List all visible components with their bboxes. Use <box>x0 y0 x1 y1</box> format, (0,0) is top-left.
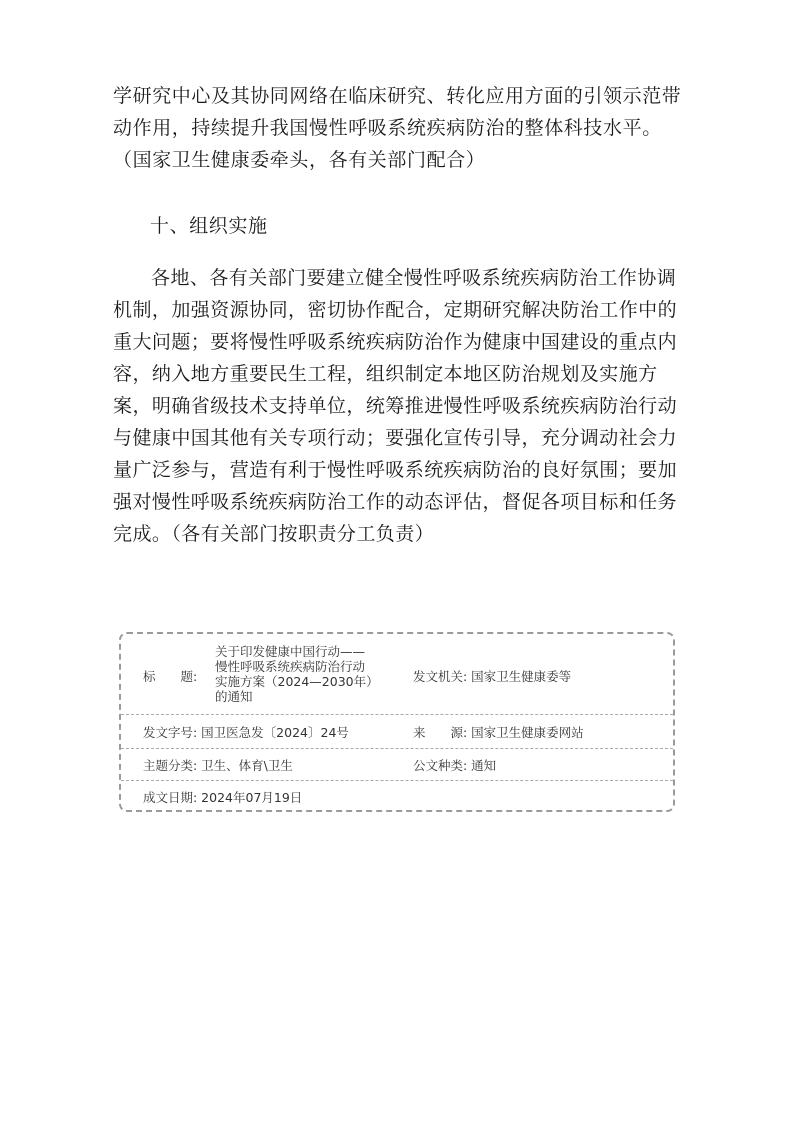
issuer-field: 发文机关: 国家卫生健康委等 <box>413 669 572 684</box>
title-line: 实施方案（2024—2030年） <box>215 674 379 689</box>
section-heading: 十、组织实施 <box>150 215 268 237</box>
text-line: 量广泛参与，营造有利于慢性呼吸系统疾病防治的良好氛围；要加 <box>113 459 678 481</box>
text-line: 重大问题；要将慢性呼吸系统疾病防治作为健康中国建设的重点内 <box>113 331 678 353</box>
date-field: 成文日期: 2024年07月19日 <box>143 790 303 805</box>
doc-type-field: 公文种类: 通知 <box>413 758 497 773</box>
source-field: 来 源: 国家卫生健康委网站 <box>413 725 584 740</box>
text-line: 案，明确省级技术支持单位，统筹推进慢性呼吸系统疾病防治行动 <box>113 395 678 417</box>
document-info-box <box>119 632 675 812</box>
text-line: 机制，加强资源协同，密切协作配合，定期研究解决防治工作中的 <box>113 299 678 321</box>
info-row-date <box>121 780 673 812</box>
paragraph-continuation <box>113 80 685 176</box>
text-line: 学研究中心及其协同网络在临床研究、转化应用方面的引领示范带 <box>113 85 682 107</box>
text-line: 容，纳入地方重要民生工程，组织制定本地区防治规划及实施方 <box>113 363 658 385</box>
title-value <box>215 644 379 704</box>
text-line: 完成。（各有关部门按职责分工负责） <box>113 523 435 545</box>
text-line: 动作用，持续提升我国慢性呼吸系统疾病防治的整体科技水平。 <box>113 117 662 139</box>
info-row-title <box>121 634 673 715</box>
info-row-topic <box>121 748 673 781</box>
text-line: 强对慢性呼吸系统疾病防治工作的动态评估，督促各项目标和任务 <box>113 491 678 513</box>
title-line: 的通知 <box>215 689 253 704</box>
doc-number-field: 发文字号: 国卫医急发〔2024〕24号 <box>143 725 349 740</box>
title-label: 标 题: <box>143 669 198 684</box>
topic-field: 主题分类: 卫生、体育\卫生 <box>143 758 293 773</box>
paragraph-organization <box>113 262 685 550</box>
title-line: 慢性呼吸系统疾病防治行动 <box>215 659 366 674</box>
title-line: 关于印发健康中国行动—— <box>215 644 366 659</box>
info-row-number <box>121 714 673 749</box>
text-line: 与健康中国其他有关专项行动；要强化宣传引导，充分调动社会力 <box>113 427 678 449</box>
text-line: （国家卫生健康委牵头，各有关部门配合） <box>113 149 486 171</box>
text-line: 各地、各有关部门要建立健全慢性呼吸系统疾病防治工作协调 <box>151 267 677 289</box>
